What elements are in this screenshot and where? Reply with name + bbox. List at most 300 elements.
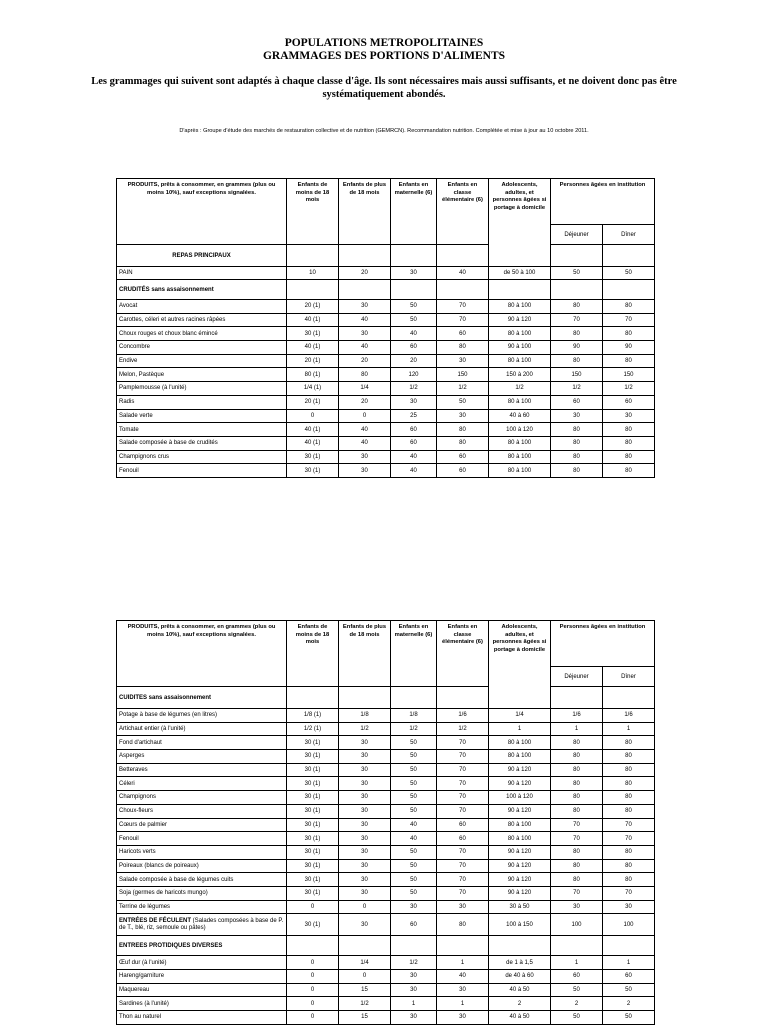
cell: 30 — [339, 300, 391, 314]
cell: 0 — [287, 956, 339, 970]
empty-cell — [437, 280, 489, 300]
cell: 0 — [287, 997, 339, 1011]
empty-cell — [489, 280, 551, 300]
cell: 2 — [489, 997, 551, 1011]
cell: 30 (1) — [287, 750, 339, 764]
cell: 1 — [489, 722, 551, 736]
row-label: Thon au naturel — [117, 1011, 287, 1025]
cell: 50 — [391, 791, 437, 805]
cell: 30 (1) — [287, 450, 339, 464]
cell: 40 — [339, 313, 391, 327]
table-row — [117, 382, 655, 396]
cell: 1/8 (1) — [287, 709, 339, 723]
cell: 1/2 — [339, 722, 391, 736]
cell: 80 à 100 — [489, 450, 551, 464]
cell: 60 — [391, 436, 437, 450]
cell: 50 — [391, 873, 437, 887]
row-label: Salade verte — [117, 409, 287, 423]
cell: 1 — [551, 956, 603, 970]
table-row — [117, 464, 655, 478]
col-header-maternelle: Enfants en maternelle (6) — [391, 621, 437, 687]
cell: 70 — [603, 313, 655, 327]
table-row — [117, 832, 655, 846]
cell: 10 — [287, 267, 339, 280]
cell: 1 — [391, 997, 437, 1011]
cell: 80 — [551, 354, 603, 368]
cell: 40 à 50 — [489, 1011, 551, 1025]
row-label: Champignons — [117, 791, 287, 805]
cell: 60 — [437, 818, 489, 832]
cell: 40 — [437, 970, 489, 984]
cell: 1/6 — [603, 709, 655, 723]
cell: 70 — [437, 804, 489, 818]
row-label: Endive — [117, 354, 287, 368]
cell: 150 à 200 — [489, 368, 551, 382]
products-header — [117, 179, 287, 245]
cell: 1/4 (1) — [287, 382, 339, 396]
table-row — [117, 997, 655, 1011]
table-row — [117, 886, 655, 900]
col-header-maternelle: Enfants en maternelle (6) — [391, 179, 437, 245]
row-label: Sardines (à l'unité) — [117, 997, 287, 1011]
cell: 80 — [603, 804, 655, 818]
cell: 90 — [551, 341, 603, 355]
cell: 80 — [603, 763, 655, 777]
table-row — [117, 450, 655, 464]
table-row — [117, 845, 655, 859]
cell: 70 — [437, 791, 489, 805]
cell: 1/2 — [437, 382, 489, 396]
cell: 40 — [391, 450, 437, 464]
cell: 80 — [551, 859, 603, 873]
page-subtitle: GRAMMAGES DES PORTIONS D'ALIMENTS — [262, 50, 506, 62]
cell: 50 — [391, 736, 437, 750]
cell: 70 — [437, 750, 489, 764]
cell: 50 — [391, 845, 437, 859]
cell: 70 — [551, 313, 603, 327]
table-row — [117, 818, 655, 832]
row-label: Soja (germes de haricots mungo) — [117, 886, 287, 900]
empty-cell — [339, 280, 391, 300]
cell: 30 — [339, 873, 391, 887]
cell: 80 — [551, 436, 603, 450]
cell: 30 — [391, 900, 437, 914]
cell: 70 — [603, 832, 655, 846]
cell: 50 — [551, 983, 603, 997]
col-header-over-18m: Enfants de plus de 18 mois — [339, 179, 391, 245]
table-row — [117, 914, 655, 936]
table-row — [117, 804, 655, 818]
cell: 80 — [603, 436, 655, 450]
col-header-diner: Dîner — [603, 225, 655, 245]
cell: 80 — [603, 464, 655, 478]
cell: 80 à 100 — [489, 354, 551, 368]
cell: 30 — [391, 395, 437, 409]
table-1-rows — [117, 300, 655, 478]
table-row — [117, 970, 655, 984]
cell: 1/2 — [391, 956, 437, 970]
cell: 80 — [603, 873, 655, 887]
cell: 50 — [603, 983, 655, 997]
cell: 80 — [551, 763, 603, 777]
cell: 90 à 120 — [489, 886, 551, 900]
cell: 30 — [339, 845, 391, 859]
table-row — [117, 983, 655, 997]
cell: 80 — [603, 845, 655, 859]
cell: 80 — [551, 750, 603, 764]
cell: 1 — [551, 722, 603, 736]
cell: 30 (1) — [287, 832, 339, 846]
cell: de 50 à 100 — [489, 267, 551, 280]
cell: 80 à 100 — [489, 750, 551, 764]
cell: 80 — [551, 845, 603, 859]
cell: 50 — [603, 267, 655, 280]
row-label: Fond d'artichaut — [117, 736, 287, 750]
cell: 80 — [603, 327, 655, 341]
col-header-over-18m: Enfants de plus de 18 mois — [339, 621, 391, 687]
row-label: PAIN — [117, 267, 287, 280]
cell: 60 — [391, 341, 437, 355]
cell: 30 — [339, 886, 391, 900]
cell: 0 — [287, 983, 339, 997]
cell: 30 — [437, 983, 489, 997]
cell: 30 à 50 — [489, 900, 551, 914]
cell: 70 — [437, 763, 489, 777]
cell: 80 — [603, 750, 655, 764]
cell: 50 — [391, 777, 437, 791]
cell: 20 (1) — [287, 395, 339, 409]
col-header-under-18m: Enfants de moins de 18 mois — [287, 621, 339, 687]
cell: 40 à 50 — [489, 983, 551, 997]
cell: 40 — [391, 327, 437, 341]
empty-cell — [391, 936, 437, 956]
cell: 30 — [339, 464, 391, 478]
cell: 2 — [551, 997, 603, 1011]
products-header — [117, 621, 287, 687]
cell: 90 — [603, 341, 655, 355]
cell: 80 — [603, 423, 655, 437]
row-label: Avocat — [117, 300, 287, 314]
table-row — [117, 368, 655, 382]
table-row — [117, 267, 655, 280]
row-label: Œuf dur (à l'unité) — [117, 956, 287, 970]
cell: 100 à 120 — [489, 791, 551, 805]
cell: 1/8 — [391, 709, 437, 723]
row-label-feculent — [117, 914, 287, 936]
cell: 80 — [603, 791, 655, 805]
col-header-seniors: Personnes âgées en institution — [551, 621, 655, 667]
cell: 1/2 (1) — [287, 722, 339, 736]
portions-table-1 — [116, 178, 655, 478]
feculent-label-rest: (Salades composées à base de P. de T., blé, riz, semoule ou pâtes) — [119, 917, 284, 931]
cell: 80 — [603, 354, 655, 368]
row-label: Carottes, céleri et autres racines râpées — [117, 313, 287, 327]
empty-cell — [391, 280, 437, 300]
cell: 90 à 120 — [489, 859, 551, 873]
table-row — [117, 313, 655, 327]
cell: 80 — [551, 791, 603, 805]
cell: 30 — [603, 900, 655, 914]
cell: 1/2 — [391, 382, 437, 396]
row-label: Céleri — [117, 777, 287, 791]
cell: 30 — [391, 267, 437, 280]
col-header-elementaire: Enfants en classe élémentaire (6) — [437, 621, 489, 687]
cell: 40 (1) — [287, 341, 339, 355]
cell: 40 (1) — [287, 313, 339, 327]
table-row — [117, 300, 655, 314]
row-label: Fenouil — [117, 832, 287, 846]
cell: 30 — [551, 409, 603, 423]
row-label: Salade composée à base de légumes cuits — [117, 873, 287, 887]
cell: 60 — [437, 464, 489, 478]
row-label: Choux rouges et choux blanc émincé — [117, 327, 287, 341]
cell: 60 — [437, 450, 489, 464]
intro-text: Les grammages qui suivent sont adaptés à chaque classe d'âge. Ils sont nécessaires mais aussi suffisants, et ne doivent donc pas être systématiquement abondés. — [91, 76, 677, 100]
cell: 20 — [339, 354, 391, 368]
cell: 0 — [287, 1011, 339, 1025]
cell: 80 — [339, 368, 391, 382]
empty-cell — [551, 280, 603, 300]
cell: 80 à 100 — [489, 327, 551, 341]
col-header-dejeuner: Déjeuner — [551, 225, 603, 245]
cell: 0 — [287, 970, 339, 984]
cell: 90 à 120 — [489, 804, 551, 818]
cell: 60 — [437, 832, 489, 846]
cell: 70 — [603, 818, 655, 832]
cell: 80 — [551, 873, 603, 887]
cell: 80 — [603, 859, 655, 873]
cell: 20 — [391, 354, 437, 368]
cell: 30 (1) — [287, 736, 339, 750]
products-header-label: PRODUITS, prêts à consommer, en grammes (plus ou moins 10%), sauf exceptions signalées. — [127, 624, 276, 638]
cell: 40 (1) — [287, 423, 339, 437]
cell: 1/2 — [551, 382, 603, 396]
cell: 50 — [551, 1011, 603, 1025]
cell: 30 — [339, 777, 391, 791]
section-repas-principaux: REPAS PRINCIPAUX — [117, 245, 287, 267]
cell: 30 — [339, 832, 391, 846]
row-label: Betteraves — [117, 763, 287, 777]
cell: 80 — [551, 777, 603, 791]
cell: 30 — [437, 1011, 489, 1025]
table-row — [117, 763, 655, 777]
cell: 70 — [437, 313, 489, 327]
table-row — [117, 423, 655, 437]
cell: 80 à 100 — [489, 464, 551, 478]
cell: 30 — [339, 736, 391, 750]
cell: 30 — [339, 914, 391, 936]
cell: 0 — [339, 900, 391, 914]
cell: 80 — [603, 736, 655, 750]
cell: 30 — [391, 983, 437, 997]
empty-cell — [603, 280, 655, 300]
cell: 30 (1) — [287, 464, 339, 478]
section-protidiques: ENTREES PROTIDIQUES DIVERSES — [117, 936, 287, 956]
cell: 70 — [551, 818, 603, 832]
cell: 30 — [339, 450, 391, 464]
cell: 1 — [437, 997, 489, 1011]
cell: 40 — [391, 818, 437, 832]
cell: 1/6 — [437, 709, 489, 723]
cell: 60 — [391, 914, 437, 936]
cell: 40 — [339, 423, 391, 437]
cell: 2 — [603, 997, 655, 1011]
cell: 90 à 120 — [489, 763, 551, 777]
source-note: D'après : Groupe d'étude des marchés de restauration collective et de nutrition (GEMRCN). Recommandation nutrition. Complétée et mise à jour au 10 octobre 2011. — [179, 128, 589, 134]
cell: 80 — [551, 450, 603, 464]
row-label: Hareng/garniture — [117, 970, 287, 984]
table-row — [117, 791, 655, 805]
empty-cell — [437, 687, 489, 709]
row-label: Potage à base de légumes (en litres) — [117, 709, 287, 723]
table-row — [117, 900, 655, 914]
cell: 50 — [551, 267, 603, 280]
cell: 30 (1) — [287, 873, 339, 887]
table-2-rows — [117, 709, 655, 914]
cell: 40 — [437, 267, 489, 280]
empty-cell — [437, 245, 489, 267]
cell: 1/2 — [437, 722, 489, 736]
products-header-label: PRODUITS, prêts à consommer, en grammes (plus ou moins 10%), sauf exceptions signalées. — [127, 182, 276, 196]
empty-cell — [603, 245, 655, 267]
cell: 80 à 100 — [489, 436, 551, 450]
cell: 100 à 150 — [489, 914, 551, 936]
cell: 30 — [391, 1011, 437, 1025]
row-label: Maquereau — [117, 983, 287, 997]
cell: 70 — [551, 832, 603, 846]
cell: 1 — [603, 956, 655, 970]
cell: 50 — [391, 750, 437, 764]
portions-table-2 — [116, 620, 655, 1025]
cell: 80 à 100 — [489, 300, 551, 314]
cell: 30 — [339, 791, 391, 805]
cell: 90 à 120 — [489, 777, 551, 791]
empty-cell — [287, 936, 339, 956]
cell: 1/4 — [339, 382, 391, 396]
table-row — [117, 873, 655, 887]
cell: 80 — [437, 914, 489, 936]
cell: 30 — [551, 900, 603, 914]
empty-cell — [339, 936, 391, 956]
cell: 70 — [437, 845, 489, 859]
table-row — [117, 409, 655, 423]
cell: 100 à 120 — [489, 423, 551, 437]
cell: 40 (1) — [287, 436, 339, 450]
cell: 40 — [391, 832, 437, 846]
cell: 40 — [339, 436, 391, 450]
cell: 25 — [391, 409, 437, 423]
cell: 50 — [391, 804, 437, 818]
cell: 30 — [339, 763, 391, 777]
cell: 80 — [603, 777, 655, 791]
cell: 50 — [391, 300, 437, 314]
cell: 80 à 100 — [489, 818, 551, 832]
cell: 1/4 — [489, 709, 551, 723]
col-header-adolescents: Adolescents, adultes, et personnes âgées si portage à domicile — [489, 621, 551, 709]
cell: 0 — [339, 970, 391, 984]
empty-cell — [391, 245, 437, 267]
cell: 80 — [551, 736, 603, 750]
table-row — [117, 395, 655, 409]
cell: 40 — [391, 464, 437, 478]
cell: 60 — [551, 970, 603, 984]
cell: 80 — [551, 300, 603, 314]
cell: 70 — [551, 886, 603, 900]
empty-cell — [287, 280, 339, 300]
row-label: Choux-fleurs — [117, 804, 287, 818]
empty-cell — [391, 687, 437, 709]
cell: 30 (1) — [287, 804, 339, 818]
cell: 30 — [339, 804, 391, 818]
cell: 30 — [437, 409, 489, 423]
feculent-label-bold: ENTRÉES DE FÉCULENT — [119, 917, 192, 924]
row-label: Terrine de légumes — [117, 900, 287, 914]
row-label: Champignons crus — [117, 450, 287, 464]
cell: 70 — [437, 736, 489, 750]
cell: 90 à 120 — [489, 313, 551, 327]
cell: 150 — [551, 368, 603, 382]
row-label: Radis — [117, 395, 287, 409]
row-label: Tomate — [117, 423, 287, 437]
cell: 150 — [437, 368, 489, 382]
cell: 30 — [339, 327, 391, 341]
cell: 120 — [391, 368, 437, 382]
col-header-adolescents: Adolescents, adultes, et personnes âgées si portage à domicile — [489, 179, 551, 267]
cell: 1/2 — [489, 382, 551, 396]
cell: 0 — [339, 409, 391, 423]
empty-cell — [489, 936, 551, 956]
cell: 70 — [603, 886, 655, 900]
cell: 40 à 60 — [489, 409, 551, 423]
cell: 80 — [603, 450, 655, 464]
section-crudites: CRUDITÉS sans assaisonnement — [117, 280, 287, 300]
cell: 30 (1) — [287, 327, 339, 341]
cell: 30 — [437, 900, 489, 914]
empty-cell — [287, 687, 339, 709]
cell: 40 — [339, 341, 391, 355]
row-label: Melon, Pastèque — [117, 368, 287, 382]
cell: 90 à 120 — [489, 845, 551, 859]
cell: 70 — [437, 300, 489, 314]
cell: 60 — [603, 970, 655, 984]
cell: de 1 à 1,5 — [489, 956, 551, 970]
table-row — [117, 436, 655, 450]
cell: 60 — [437, 327, 489, 341]
cell: 30 (1) — [287, 914, 339, 936]
section-cuidites: CUIDITES sans assaisonnement — [117, 687, 287, 709]
cell: 100 — [551, 914, 603, 936]
cell: 1 — [437, 956, 489, 970]
row-label: Cœurs de palmier — [117, 818, 287, 832]
cell: 80 à 100 — [489, 736, 551, 750]
cell: 80 — [551, 464, 603, 478]
empty-cell — [287, 245, 339, 267]
page-title: POPULATIONS METROPOLITAINES — [284, 37, 484, 49]
table-row — [117, 750, 655, 764]
cell: 70 — [437, 859, 489, 873]
col-header-dejeuner: Déjeuner — [551, 667, 603, 687]
cell: 80 à 100 — [489, 395, 551, 409]
table-row — [117, 1011, 655, 1025]
cell: 90 à 100 — [489, 341, 551, 355]
table-row — [117, 327, 655, 341]
row-label: Asperges — [117, 750, 287, 764]
cell: 50 — [391, 313, 437, 327]
cell: 80 — [603, 300, 655, 314]
cell: de 40 à 60 — [489, 970, 551, 984]
cell: 150 — [603, 368, 655, 382]
cell: 30 (1) — [287, 859, 339, 873]
